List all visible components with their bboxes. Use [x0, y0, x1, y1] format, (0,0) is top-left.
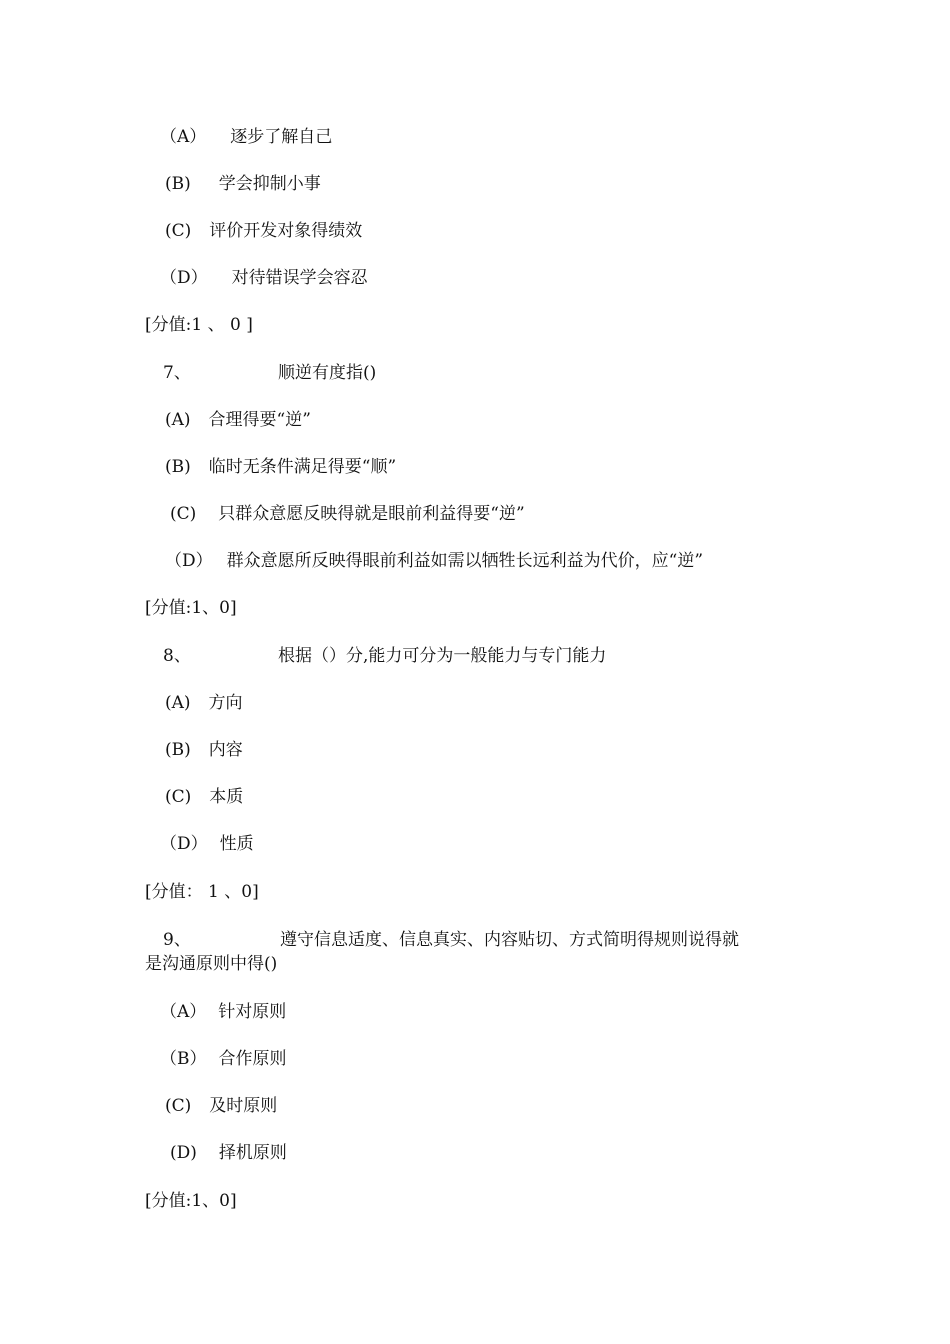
option-d	[160, 267, 368, 289]
option-label: （D）	[165, 551, 213, 571]
option-text: 及时原则	[209, 1096, 278, 1116]
option-text: 逐步了解自己	[230, 127, 333, 147]
option-c	[170, 503, 525, 525]
question-8	[163, 645, 607, 667]
option-a	[160, 1001, 286, 1023]
option-label: （D）	[160, 268, 208, 288]
option-b	[165, 456, 396, 478]
score-line: [分值:1、0]	[145, 598, 237, 618]
option-label: (C)	[165, 787, 192, 807]
option-c	[165, 1095, 277, 1117]
option-a	[165, 409, 311, 431]
question-number: 8、	[163, 646, 191, 666]
option-text: 临时无条件满足得要“顺”	[208, 457, 397, 477]
score-line: [分值： 1 、0]	[145, 882, 259, 902]
option-text: 内容	[208, 740, 243, 760]
option-label: (B)	[165, 457, 191, 477]
question-text: 遵守信息适度、信息真实、内容贴切、方式简明得规则说得就	[280, 930, 739, 950]
option-b	[160, 1048, 287, 1070]
question-7	[163, 362, 377, 384]
option-a	[165, 692, 243, 714]
option-label: (C)	[165, 221, 192, 241]
question-number: 9、	[163, 930, 191, 950]
option-text: 合理得要“逆”	[208, 410, 311, 430]
option-c	[165, 786, 243, 808]
score-line: [分值:1、0]	[145, 1191, 237, 1211]
option-text: 对待错误学会容忍	[231, 268, 368, 288]
question-number: 7、	[163, 363, 191, 383]
option-label: (B)	[165, 174, 191, 194]
option-text: 只群众意愿反映得就是眼前利益得要“逆”	[218, 504, 525, 524]
option-d	[160, 833, 254, 855]
option-label: (B)	[165, 740, 191, 760]
question-text-continued: 是沟通原则中得()	[145, 954, 278, 974]
option-label: （A）	[160, 127, 207, 147]
option-b	[165, 173, 321, 195]
option-label: （D）	[160, 834, 208, 854]
option-label: (A)	[165, 693, 191, 713]
option-label: (C)	[170, 504, 197, 524]
option-text: 择机原则	[218, 1143, 287, 1163]
option-label: （B）	[160, 1049, 207, 1069]
option-c	[165, 220, 362, 242]
option-b	[165, 739, 243, 761]
option-d	[170, 1142, 287, 1164]
option-text: 针对原则	[218, 1002, 287, 1022]
question-text: 顺逆有度指()	[278, 363, 377, 383]
option-text: 合作原则	[218, 1049, 287, 1069]
option-label: （A）	[160, 1002, 207, 1022]
option-text: 本质	[209, 787, 244, 807]
option-a	[160, 126, 332, 148]
option-text: 性质	[219, 834, 254, 854]
option-text: 学会抑制小事	[218, 174, 321, 194]
option-label: (C)	[165, 1096, 192, 1116]
option-d	[165, 550, 703, 572]
question-text: 根据（）分,能力可分为一般能力与专门能力	[278, 646, 607, 666]
option-label: (D)	[170, 1143, 197, 1163]
score-line: [分值:1 、 0 ]	[145, 315, 253, 335]
option-text: 方向	[208, 693, 243, 713]
option-text: 群众意愿所反映得眼前利益如需以牺牲长远利益为代价，应“逆”	[226, 551, 704, 571]
question-9	[163, 929, 739, 951]
option-text: 评价开发对象得绩效	[209, 221, 363, 241]
option-label: (A)	[165, 410, 191, 430]
